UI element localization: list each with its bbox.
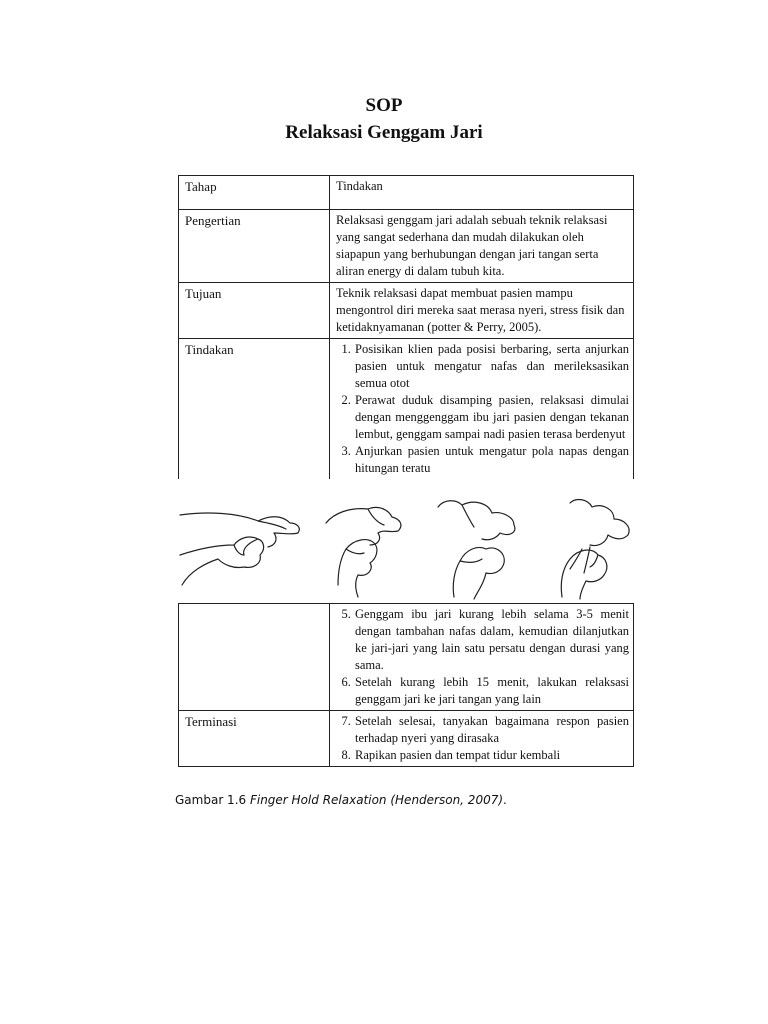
sop-table-bottom: [178, 603, 634, 767]
hand-illustration-1: [180, 513, 299, 585]
tindakan-step-list: [336, 341, 629, 477]
row-label-empty: [179, 604, 330, 711]
table-row-tujuan: [179, 283, 634, 339]
row-label-tujuan: Tujuan: [179, 283, 330, 339]
row-steps-tindakan-continued: [330, 604, 634, 711]
caption-prefix: Gambar 1.6: [175, 793, 250, 807]
figure-caption: [175, 793, 507, 807]
row-steps-tindakan: [330, 339, 634, 480]
list-item: 7. Setelah selesai, tanyakan bagaimana respon pasien terhadap nyeri yang dirasaka: [354, 713, 629, 747]
tindakan-step-list-continued: [336, 606, 629, 708]
terminasi-step-list: [336, 713, 629, 764]
hand-illustration-3: [438, 501, 515, 599]
list-item: 2. Perawat duduk disamping pasien, relaksasi dimulai dengan menggenggam ibu jari pasien dengan tekanan lembut, genggam sampai nadi pasien terasa berdenyut: [354, 392, 629, 443]
row-steps-terminasi: [330, 711, 634, 767]
row-label-terminasi: Terminasi: [179, 711, 330, 767]
list-item: 6. Setelah kurang lebih 15 menit, lakukan relaksasi genggam jari ke jari tangan yang lain: [354, 674, 629, 708]
row-label-pengertian: Pengertian: [179, 210, 330, 283]
header-tahap: Tahap: [179, 176, 330, 210]
row-text-pengertian: Relaksasi genggam jari adalah sebuah teknik relaksasi yang sangat sederhana dan mudah dilakukan oleh siapapun yang berhubungan dengan jari tangan serta aliran energy di dalam tubuh kita.: [330, 210, 634, 283]
header-tindakan: Tindakan: [330, 176, 634, 210]
list-item: 3. Anjurkan pasien untuk mengatur pola napas dengan hitungan teratu: [354, 443, 629, 477]
table-row-pengertian: [179, 210, 634, 283]
row-text-tujuan: Teknik relaksasi dapat membuat pasien mampu mengontrol diri mereka saat merasa nyeri, stress fisik dan ketidaknyamanan (potter & Perry, 2005).: [330, 283, 634, 339]
caption-suffix: .: [503, 793, 507, 807]
hand-illustration-2: [326, 507, 401, 597]
table-header-row: [179, 176, 634, 210]
list-item: 5. Genggam ibu jari kurang lebih selama 3-5 menit dengan tambahan nafas dalam, kemudian dilanjutkan ke jari-jari yang lain satu persatu dengan durasi yang sama.: [354, 606, 629, 674]
table-row-tindakan: [179, 339, 634, 480]
list-item: 8. Rapikan pasien dan tempat tidur kembali: [354, 747, 629, 764]
row-label-tindakan: Tindakan: [179, 339, 330, 480]
caption-title: Finger Hold Relaxation (Henderson, 2007): [249, 793, 504, 807]
sop-table-top: [178, 175, 634, 479]
finger-hold-illustration: [178, 493, 642, 601]
table-row-tindakan-continued: [179, 604, 634, 711]
table-row-terminasi: [179, 711, 634, 767]
list-item: 1. Posisikan klien pada posisi berbaring, serta anjurkan pasien untuk mengatur nafas dan merileksasikan semua otot: [354, 341, 629, 392]
hand-illustration-4: [561, 500, 629, 599]
document-subtitle: Relaksasi Genggam Jari: [285, 122, 483, 143]
document-title: SOP: [365, 95, 403, 116]
